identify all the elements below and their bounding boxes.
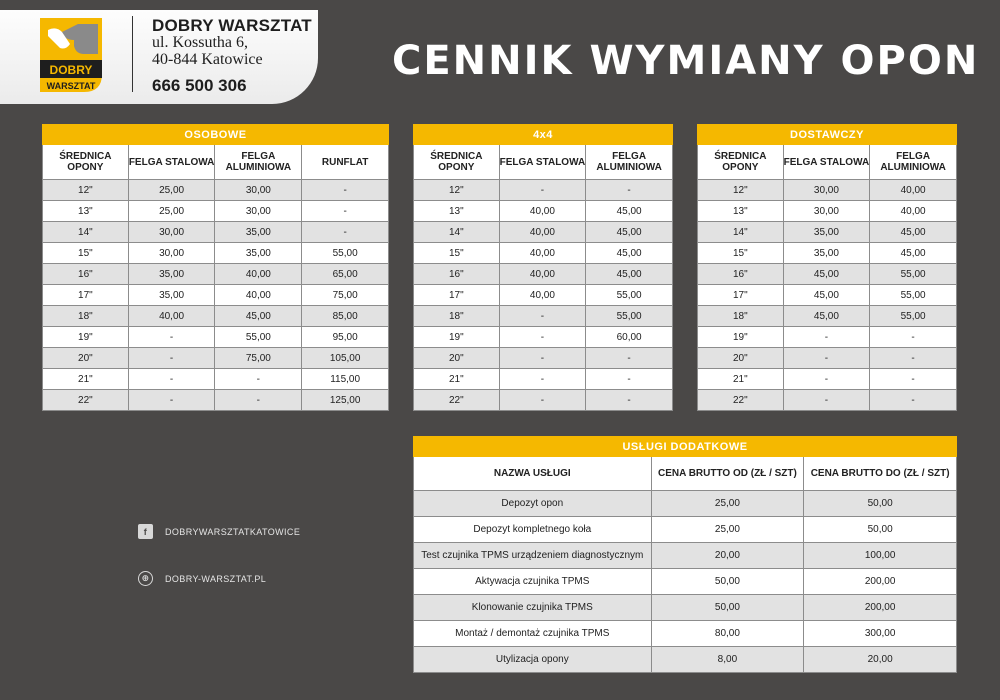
table-cell: - bbox=[586, 180, 673, 201]
table-row bbox=[414, 569, 957, 595]
table-cell: 15" bbox=[698, 243, 784, 264]
phone-number[interactable]: 666 500 306 bbox=[152, 76, 247, 95]
table-cell: 50,00 bbox=[651, 595, 804, 621]
table-cell: 35,00 bbox=[783, 222, 870, 243]
table-cell: 55,00 bbox=[870, 264, 957, 285]
table-row bbox=[414, 201, 673, 222]
table-row bbox=[414, 306, 673, 327]
table-cell: 50,00 bbox=[804, 517, 957, 543]
globe-icon: ⊕ bbox=[138, 571, 153, 586]
table-cell: 20" bbox=[698, 348, 784, 369]
column-header: FELGA STALOWA bbox=[783, 145, 870, 180]
table-row bbox=[414, 647, 957, 673]
table-cell: 40,00 bbox=[499, 201, 586, 222]
website-link[interactable] bbox=[138, 571, 266, 586]
table-row bbox=[414, 243, 673, 264]
table-cell: - bbox=[215, 369, 302, 390]
table-cell: 25,00 bbox=[651, 517, 804, 543]
4x4-price-table bbox=[413, 124, 673, 411]
table-cell: 55,00 bbox=[302, 243, 389, 264]
table-cell: 20" bbox=[43, 348, 129, 369]
table-cell: - bbox=[783, 390, 870, 411]
table-cell: Aktywacja czujnika TPMS bbox=[414, 569, 652, 595]
page-title: CENNIK WYMIANY OPON bbox=[392, 38, 980, 84]
table-row bbox=[43, 390, 389, 411]
table-cell: 200,00 bbox=[804, 569, 957, 595]
table-cell: - bbox=[499, 348, 586, 369]
table-row bbox=[43, 264, 389, 285]
table-cell: 95,00 bbox=[302, 327, 389, 348]
table-cell: - bbox=[870, 369, 957, 390]
table-cell: 20" bbox=[414, 348, 500, 369]
table-cell: Montaż / demontaż czujnika TPMS bbox=[414, 621, 652, 647]
column-header: FELGA ALUMINIOWA bbox=[586, 145, 673, 180]
table-cell: 20,00 bbox=[651, 543, 804, 569]
table-cell: - bbox=[499, 327, 586, 348]
table-row bbox=[414, 621, 957, 647]
table-cell: 80,00 bbox=[651, 621, 804, 647]
table-cell: 50,00 bbox=[804, 491, 957, 517]
table-cell: 16" bbox=[43, 264, 129, 285]
table-cell: - bbox=[783, 327, 870, 348]
table-cell: 45,00 bbox=[586, 264, 673, 285]
table-cell: 40,00 bbox=[215, 285, 302, 306]
table-cell: 14" bbox=[414, 222, 500, 243]
table-cell: Utylizacja opony bbox=[414, 647, 652, 673]
table-row bbox=[414, 491, 957, 517]
table-cell: 45,00 bbox=[783, 306, 870, 327]
table-cell: 22" bbox=[698, 390, 784, 411]
table-cell: 18" bbox=[43, 306, 129, 327]
table-cell: 35,00 bbox=[128, 264, 215, 285]
dostawczy-price-table bbox=[697, 124, 957, 411]
table-cell: - bbox=[870, 390, 957, 411]
osobowe-price-table bbox=[42, 124, 389, 411]
table-cell: 55,00 bbox=[586, 306, 673, 327]
table-cell: 55,00 bbox=[215, 327, 302, 348]
website-url: DOBRY-WARSZTAT.PL bbox=[165, 573, 267, 584]
column-header: FELGA ALUMINIOWA bbox=[215, 145, 302, 180]
column-header: FELGA ALUMINIOWA bbox=[870, 145, 957, 180]
table-row bbox=[414, 327, 673, 348]
column-header: NAZWA USŁUGI bbox=[414, 457, 652, 491]
table-cell: 30,00 bbox=[215, 201, 302, 222]
table-cell: 45,00 bbox=[783, 264, 870, 285]
column-header: FELGA STALOWA bbox=[128, 145, 215, 180]
table-row bbox=[698, 390, 957, 411]
table-cell: 55,00 bbox=[870, 285, 957, 306]
table-cell: 30,00 bbox=[128, 222, 215, 243]
uslugi-dodatkowe-table bbox=[413, 436, 957, 673]
table-cell: 30,00 bbox=[783, 201, 870, 222]
table-cell: 17" bbox=[414, 285, 500, 306]
table-cell: 40,00 bbox=[499, 264, 586, 285]
table-row bbox=[43, 306, 389, 327]
table-cell: 13" bbox=[43, 201, 129, 222]
table-row bbox=[414, 369, 673, 390]
table-cell: 40,00 bbox=[215, 264, 302, 285]
company-name: DOBRY WARSZTAT bbox=[152, 16, 312, 35]
table-row bbox=[698, 327, 957, 348]
facebook-handle: DOBRYWARSZTATKATOWICE bbox=[165, 526, 301, 537]
table-cell: 14" bbox=[698, 222, 784, 243]
table-cell: 17" bbox=[698, 285, 784, 306]
facebook-icon: f bbox=[138, 524, 153, 539]
table-cell: - bbox=[499, 180, 586, 201]
table-row bbox=[414, 595, 957, 621]
table-row bbox=[698, 201, 957, 222]
svg-text:WARSZTAT: WARSZTAT bbox=[46, 81, 96, 91]
logo-wrench-icon bbox=[34, 14, 108, 96]
table-cell: 19" bbox=[698, 327, 784, 348]
column-header: ŚREDNICA OPONY bbox=[698, 145, 784, 180]
table-cell: 12" bbox=[414, 180, 500, 201]
table-cell: - bbox=[128, 390, 215, 411]
header-divider bbox=[132, 16, 133, 92]
table-cell: 18" bbox=[414, 306, 500, 327]
table-cell: 65,00 bbox=[302, 264, 389, 285]
column-header: CENA BRUTTO OD (ZŁ / SZT) bbox=[651, 457, 804, 491]
column-header: RUNFLAT bbox=[302, 145, 389, 180]
table-caption: USŁUGI DODATKOWE bbox=[414, 437, 957, 457]
table-cell: 12" bbox=[698, 180, 784, 201]
logo bbox=[34, 14, 108, 96]
table-cell: - bbox=[499, 306, 586, 327]
table-caption: OSOBOWE bbox=[43, 125, 389, 145]
table-cell: - bbox=[128, 348, 215, 369]
facebook-link[interactable] bbox=[138, 524, 300, 539]
table-cell: 45,00 bbox=[870, 222, 957, 243]
table-row bbox=[43, 348, 389, 369]
table-row bbox=[414, 222, 673, 243]
table-cell: 19" bbox=[43, 327, 129, 348]
table-cell: 45,00 bbox=[870, 243, 957, 264]
table-cell: - bbox=[302, 180, 389, 201]
table-cell: 40,00 bbox=[870, 180, 957, 201]
table-cell: 40,00 bbox=[499, 285, 586, 306]
table-row bbox=[43, 222, 389, 243]
column-header: ŚREDNICA OPONY bbox=[43, 145, 129, 180]
table-cell: 8,00 bbox=[651, 647, 804, 673]
table-row bbox=[414, 517, 957, 543]
table-cell: 60,00 bbox=[586, 327, 673, 348]
table-cell: 55,00 bbox=[870, 306, 957, 327]
table-cell: 14" bbox=[43, 222, 129, 243]
table-cell: 45,00 bbox=[586, 201, 673, 222]
table-cell: 100,00 bbox=[804, 543, 957, 569]
table-row bbox=[698, 369, 957, 390]
table-cell: 115,00 bbox=[302, 369, 389, 390]
table-cell: - bbox=[128, 369, 215, 390]
table-cell: - bbox=[499, 390, 586, 411]
table-cell: 17" bbox=[43, 285, 129, 306]
table-row bbox=[414, 390, 673, 411]
table-cell: 15" bbox=[414, 243, 500, 264]
address-city: 40-844 Katowice bbox=[152, 51, 263, 68]
table-cell: 75,00 bbox=[302, 285, 389, 306]
table-cell: - bbox=[870, 327, 957, 348]
table-cell: 35,00 bbox=[215, 222, 302, 243]
table-cell: - bbox=[215, 390, 302, 411]
table-cell: - bbox=[499, 369, 586, 390]
table-cell: 300,00 bbox=[804, 621, 957, 647]
table-cell: - bbox=[128, 327, 215, 348]
table-cell: 125,00 bbox=[302, 390, 389, 411]
table-row bbox=[43, 369, 389, 390]
table-cell: 30,00 bbox=[215, 180, 302, 201]
table-cell: 16" bbox=[698, 264, 784, 285]
table-row bbox=[698, 264, 957, 285]
table-cell: 50,00 bbox=[651, 569, 804, 595]
table-caption: 4x4 bbox=[414, 125, 673, 145]
table-row bbox=[43, 201, 389, 222]
column-header: CENA BRUTTO DO (ZŁ / SZT) bbox=[804, 457, 957, 491]
column-header: ŚREDNICA OPONY bbox=[414, 145, 500, 180]
table-cell: 45,00 bbox=[215, 306, 302, 327]
address-street: ul. Kossutha 6, bbox=[152, 34, 248, 51]
table-cell: Test czujnika TPMS urządzeniem diagnostycznym bbox=[414, 543, 652, 569]
table-cell: - bbox=[586, 390, 673, 411]
table-cell: - bbox=[586, 348, 673, 369]
table-row bbox=[414, 180, 673, 201]
table-cell: 105,00 bbox=[302, 348, 389, 369]
table-row bbox=[43, 180, 389, 201]
table-cell: 40,00 bbox=[128, 306, 215, 327]
table-cell: 19" bbox=[414, 327, 500, 348]
table-cell: - bbox=[870, 348, 957, 369]
table-cell: 75,00 bbox=[215, 348, 302, 369]
table-cell: 21" bbox=[698, 369, 784, 390]
table-row bbox=[414, 264, 673, 285]
table-cell: 200,00 bbox=[804, 595, 957, 621]
table-row bbox=[43, 243, 389, 264]
table-cell: - bbox=[783, 369, 870, 390]
table-cell: - bbox=[302, 222, 389, 243]
table-cell: 25,00 bbox=[128, 180, 215, 201]
table-row bbox=[698, 222, 957, 243]
table-cell: 21" bbox=[43, 369, 129, 390]
table-row bbox=[698, 285, 957, 306]
table-row bbox=[43, 327, 389, 348]
table-cell: - bbox=[302, 201, 389, 222]
table-cell: 22" bbox=[43, 390, 129, 411]
table-row bbox=[414, 543, 957, 569]
table-cell: 18" bbox=[698, 306, 784, 327]
table-cell: 13" bbox=[414, 201, 500, 222]
table-cell: 13" bbox=[698, 201, 784, 222]
table-cell: 22" bbox=[414, 390, 500, 411]
table-row bbox=[698, 348, 957, 369]
table-cell: 45,00 bbox=[586, 243, 673, 264]
table-cell: 85,00 bbox=[302, 306, 389, 327]
table-row bbox=[414, 348, 673, 369]
table-cell: - bbox=[783, 348, 870, 369]
table-cell: 30,00 bbox=[783, 180, 870, 201]
table-cell: 35,00 bbox=[215, 243, 302, 264]
table-cell: 20,00 bbox=[804, 647, 957, 673]
table-row bbox=[698, 180, 957, 201]
table-cell: 40,00 bbox=[870, 201, 957, 222]
table-cell: 15" bbox=[43, 243, 129, 264]
table-caption: DOSTAWCZY bbox=[698, 125, 957, 145]
table-row bbox=[698, 306, 957, 327]
column-header: FELGA STALOWA bbox=[499, 145, 586, 180]
table-cell: 12" bbox=[43, 180, 129, 201]
table-cell: Depozyt kompletnego koła bbox=[414, 517, 652, 543]
table-cell: 35,00 bbox=[128, 285, 215, 306]
table-cell: 40,00 bbox=[499, 243, 586, 264]
table-cell: 35,00 bbox=[783, 243, 870, 264]
table-cell: 30,00 bbox=[128, 243, 215, 264]
table-row bbox=[698, 243, 957, 264]
table-cell: 40,00 bbox=[499, 222, 586, 243]
table-cell: 45,00 bbox=[586, 222, 673, 243]
table-cell: 25,00 bbox=[651, 491, 804, 517]
table-cell: Klonowanie czujnika TPMS bbox=[414, 595, 652, 621]
svg-text:DOBRY: DOBRY bbox=[49, 63, 93, 77]
table-cell: - bbox=[586, 369, 673, 390]
table-cell: 45,00 bbox=[783, 285, 870, 306]
table-row bbox=[414, 285, 673, 306]
table-cell: 16" bbox=[414, 264, 500, 285]
table-cell: 55,00 bbox=[586, 285, 673, 306]
table-row bbox=[43, 285, 389, 306]
table-cell: 21" bbox=[414, 369, 500, 390]
table-cell: 25,00 bbox=[128, 201, 215, 222]
table-cell: Depozyt opon bbox=[414, 491, 652, 517]
